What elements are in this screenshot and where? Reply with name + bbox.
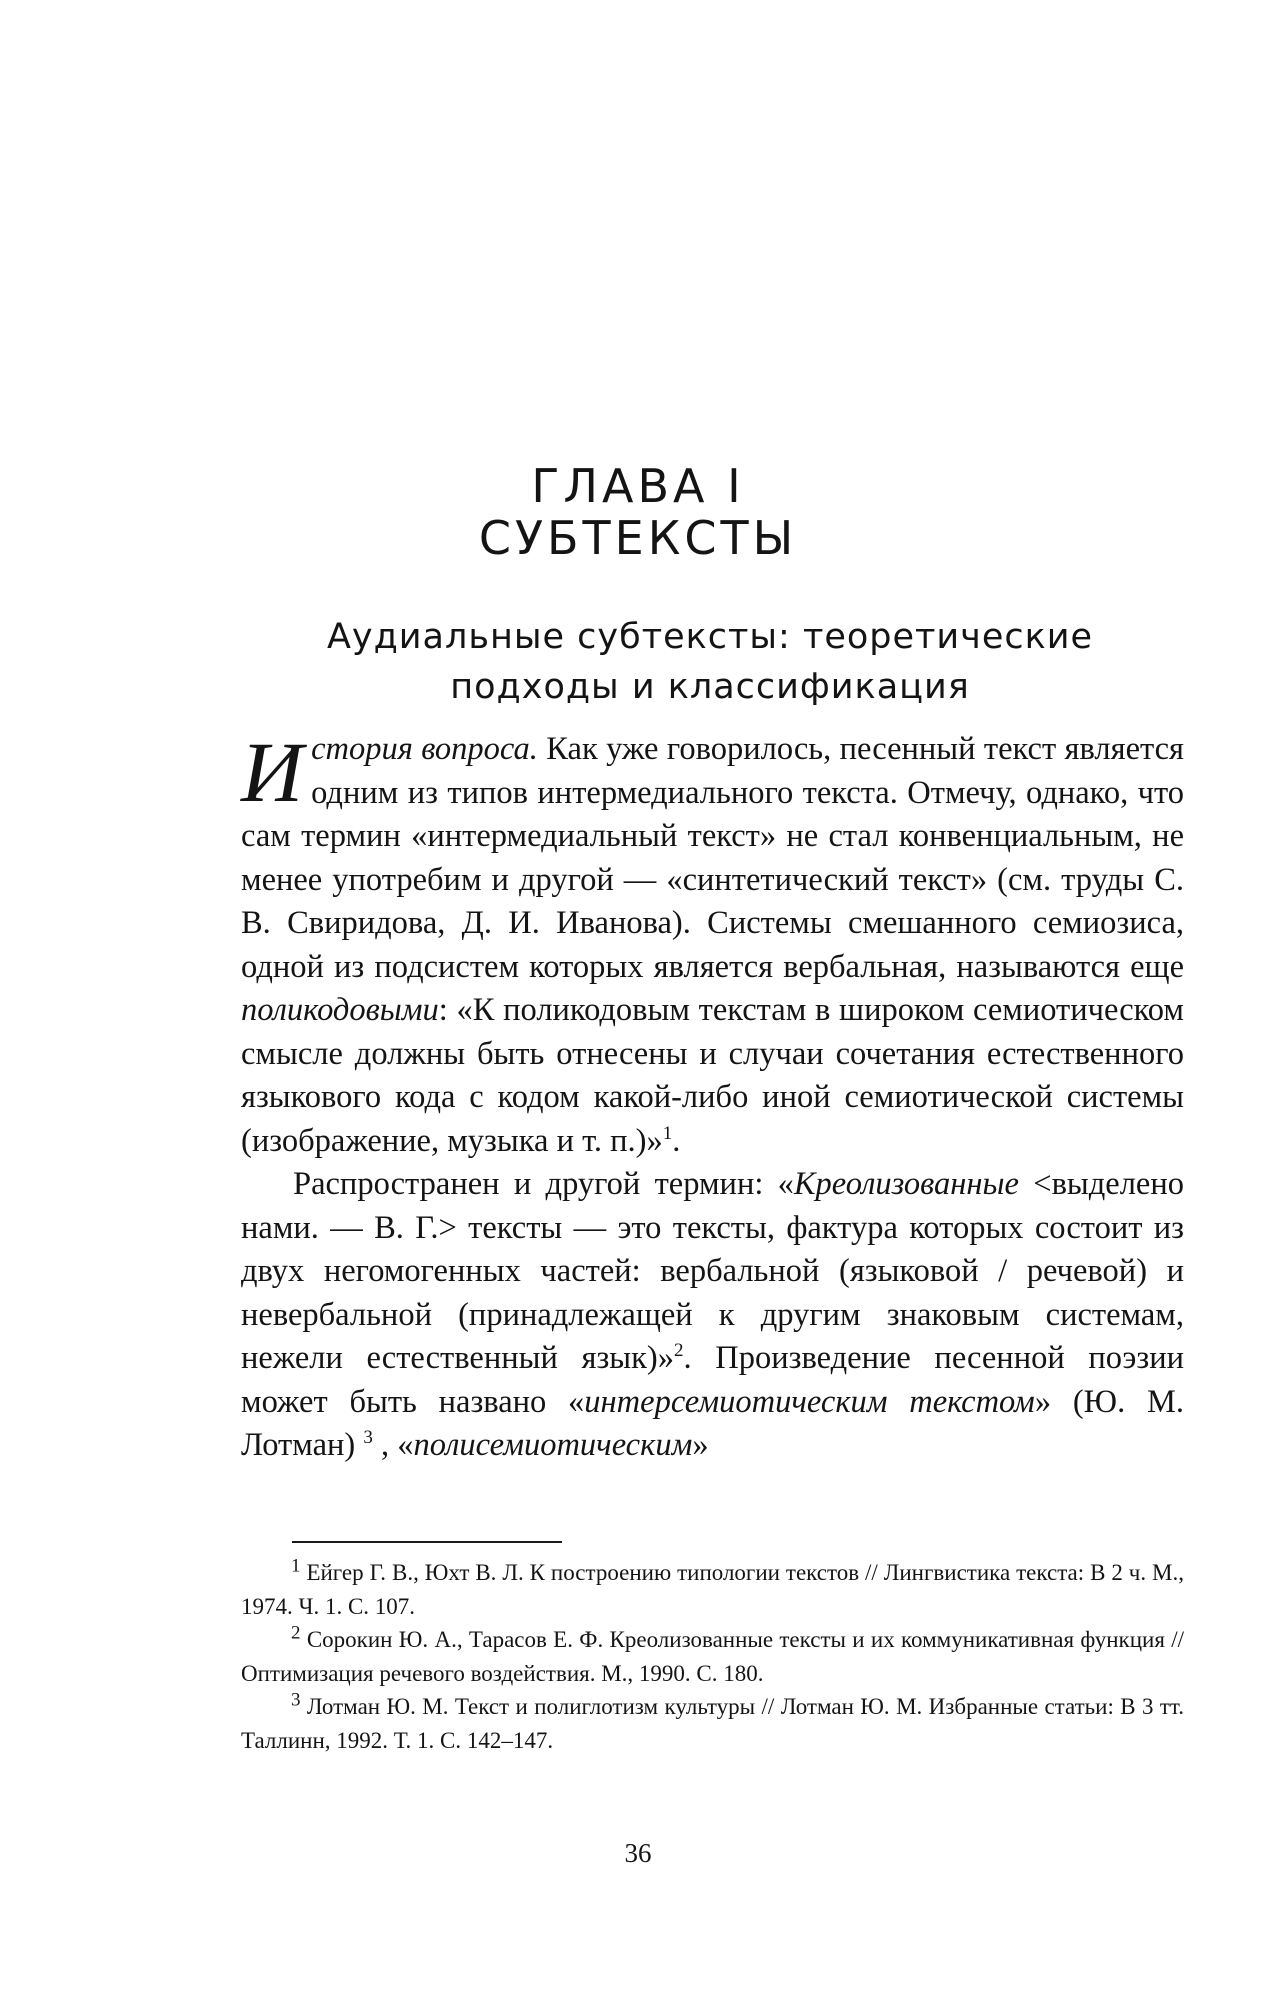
italic-term: поликодовыми	[241, 992, 439, 1028]
paragraph-1-text-a: Как уже говорилось, песенный текст является одним из типов интермедиального текста. Отмечу, однако, что сам термин «интермедиальный текст» не стал конвенциальным, не менее употребим и другой — «синтетический текст» (см. труды С. В. Свиридова, Д. И. Иванова). Системы смешанного семиозиса, одной из подсистем которых является вербальная, называются еще	[241, 731, 1184, 985]
footnote-number: 2	[291, 1622, 301, 1644]
footnote-text: Ейгер Г. В., Юхт В. Л. К построению типологии текстов // Лингвистика текста: В 2 ч. М., 1974. Ч. 1. С. 107.	[241, 1560, 1184, 1619]
italic-term-4: полисемиотическим	[413, 1427, 693, 1463]
paragraph-2-text-b: <выделено нами. — В. Г.> тексты — это тексты, фактура которых состоит из двух негомогенных частей: вербальной (языковой / речевой) и невербальной (принадлежащей к другим знаковым системам, нежели естественный язык)»	[241, 1166, 1184, 1376]
paragraph-2-text-f: »	[692, 1427, 709, 1463]
footnote-ref-1: 1	[662, 1122, 673, 1144]
paragraph-1-end: .	[672, 1122, 681, 1159]
footnote-2	[241, 1623, 1184, 1690]
footnote-text: Лотман Ю. М. Текст и полиглотизм культуры // Лотман Ю. М. Избранные статьи: В 3 тт. Таллинн, 1992. Т. 1. С. 142–147.	[241, 1694, 1184, 1753]
footnote-number: 1	[291, 1555, 301, 1577]
section-title	[240, 612, 1180, 712]
paragraph-1	[241, 724, 1184, 1163]
footnote-ref-2: 2	[673, 1340, 684, 1362]
paragraph-2-text-e: , «	[372, 1427, 414, 1463]
body-text	[241, 724, 1184, 1468]
footnote-divider	[292, 1541, 562, 1543]
chapter-title: СУБТЕКСТЫ	[478, 511, 798, 565]
paragraph-2-text-c: . Произведение песенной поэзии может быть названо «	[241, 1340, 1184, 1420]
paragraph-1-text-b: : «К поликодовым текстам в широком семиотическом смысле должны быть отнесены и случаи сочетания естественного языкового кода с кодом какой-либо иной семиотической системы (изображение, музыка и т. п.)»	[241, 992, 1184, 1159]
paragraph-2	[241, 1163, 1184, 1468]
footnote-ref-3: 3	[363, 1427, 373, 1449]
footnote-text: Сорокин Ю. А., Тарасов Е. Ф. Креолизованные тексты и их коммуникативная функция // Оптимизация речевого воздействия. М., 1990. С. 180.	[241, 1627, 1184, 1686]
lead-italic: стория вопроса.	[311, 731, 538, 767]
italic-term-2: Креолизованные	[793, 1166, 1019, 1202]
chapter-label: ГЛАВА I	[531, 459, 745, 513]
footnotes	[241, 1556, 1184, 1757]
paragraph-2-text-a: Распространен и другой термин: «	[293, 1166, 794, 1202]
page-number: 36	[624, 1838, 652, 1868]
paragraph-2-text-d: » (Ю. М. Лотман)	[241, 1383, 1184, 1463]
footnote-number: 3	[291, 1689, 301, 1711]
drop-cap: И	[241, 724, 304, 820]
footnote-3	[241, 1690, 1184, 1757]
section-title-line-2: подходы и классификация	[450, 667, 970, 707]
section-title-line-1: Аудиальные субтексты: теоретические	[326, 617, 1094, 657]
footnote-1	[241, 1556, 1184, 1623]
italic-term-3: интерсемиотическим текстом	[584, 1383, 1035, 1420]
